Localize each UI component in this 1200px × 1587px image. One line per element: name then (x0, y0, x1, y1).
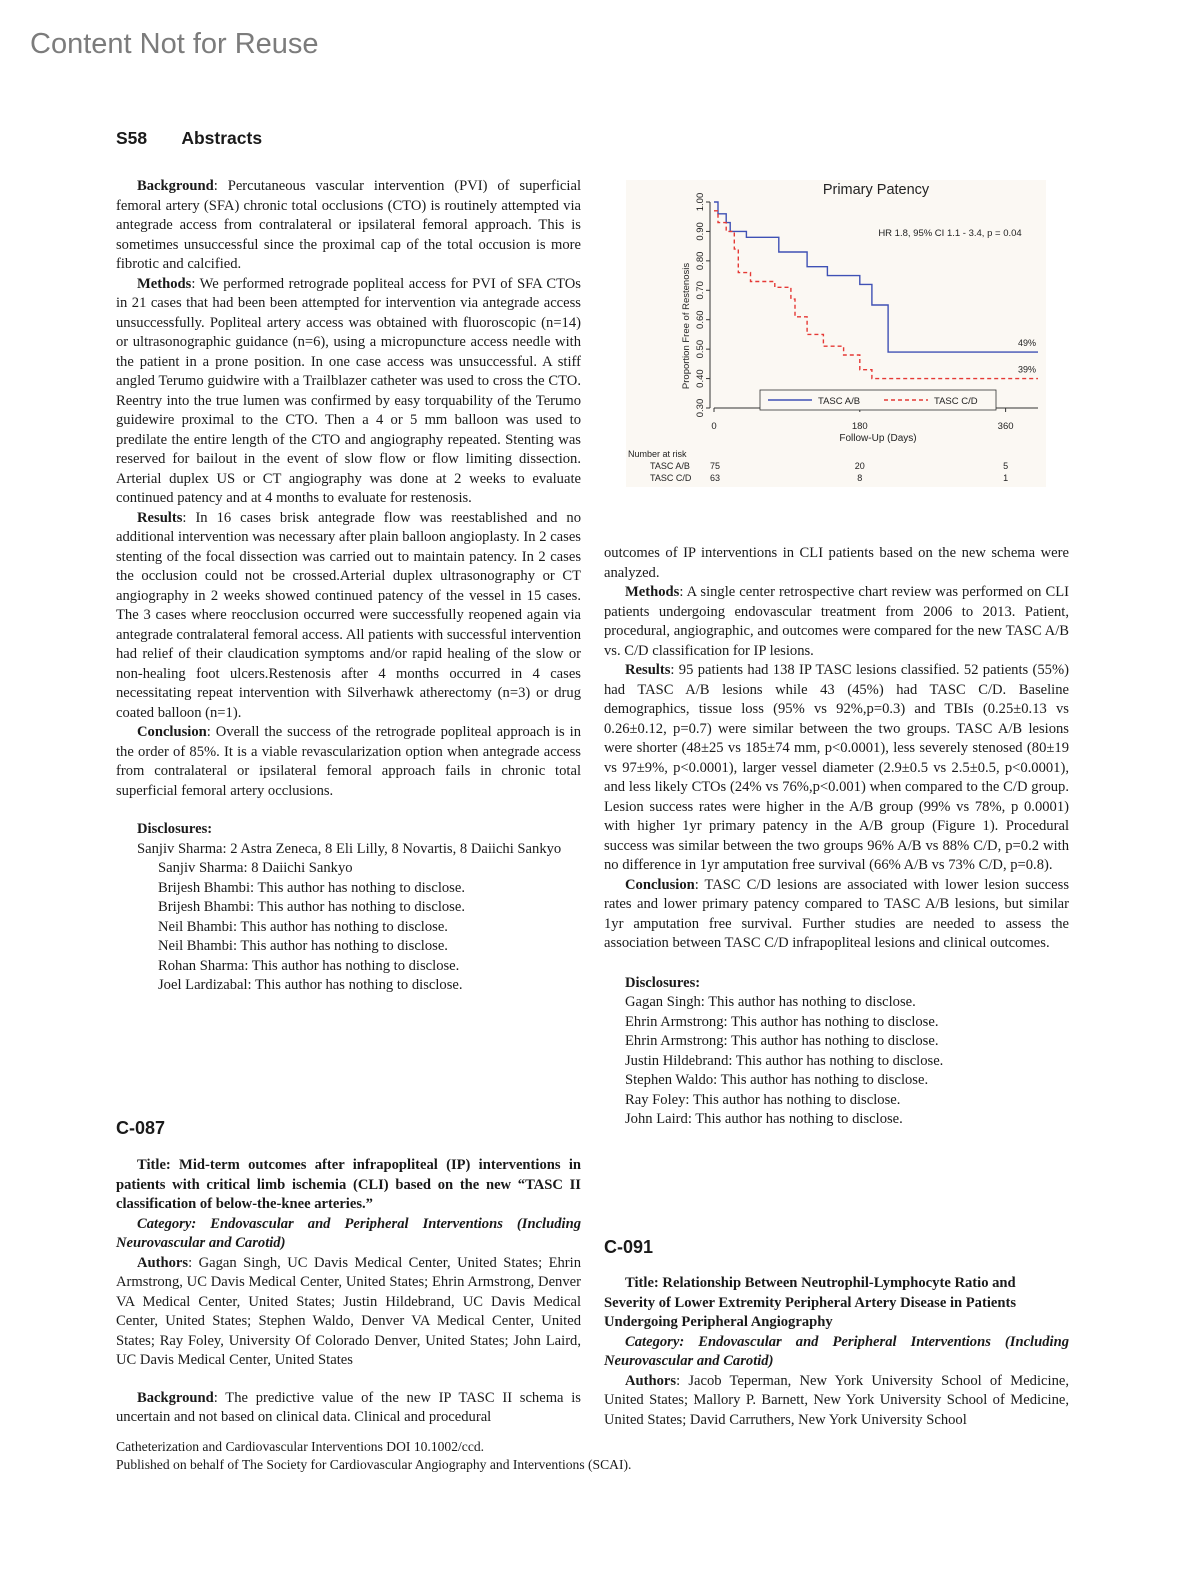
abstract-authors: Authors: Jacob Teperman, New York University School of Medicine, United States; Mallory P. Barnett, New York University School of Medicine, United States; David Carruthers, New York University School (604, 1372, 1069, 1428)
risk-row-label: TASC A/B (650, 461, 690, 471)
chart-annotation: HR 1.8, 95% CI 1.1 - 3.4, p = 0.04 (878, 228, 1022, 239)
left-disclosures (116, 820, 581, 996)
x-tick-label: 0 (711, 421, 717, 432)
disclosure-line: Gagan Singh: This author has nothing to disclose. (625, 994, 916, 1010)
y-tick-label: 1.00 (695, 192, 706, 212)
risk-table-title: Number at risk (628, 449, 687, 459)
risk-value: 20 (854, 461, 865, 471)
risk-row-label: TASC C/D (650, 473, 692, 483)
series-end-label: 49% (1017, 338, 1036, 349)
disclosure-line: Sanjiv Sharma: 2 Astra Zeneca, 8 Eli Lilly, 8 Novartis, 8 Daiichi Sankyo (137, 840, 562, 857)
running-header (116, 128, 262, 149)
right-disclosures (604, 974, 1069, 1130)
chart-title: Primary Patency (822, 182, 930, 198)
left-column (116, 177, 581, 996)
right-para-conclusion: Conclusion: TASC C/D lesions are associated with lower lesion success rates and lower primary patency compared to TASC A/B lesions, but similar 1yr amputation free survival. Further studies are needed to assess the association between TASC C/D infrapopliteal lesions and clinical outcomes. (604, 876, 1069, 951)
disclosure-line: Joel Lardizabal: This author has nothing to disclose. (158, 977, 463, 993)
disclosure-line: Justin Hildebrand: This author has nothing to disclose. (625, 1052, 944, 1069)
risk-value: 8 (857, 473, 863, 483)
footer-publisher: Published on behalf of The Society for Cardiovascular Angiography and Interventions (SCAI). (116, 1457, 632, 1472)
series-line (714, 202, 1038, 352)
y-tick-label: 0.50 (695, 339, 706, 359)
disclosure-line: Neil Bhambi: This author has nothing to disclose. (158, 918, 448, 935)
legend-label: TASC A/B (818, 396, 861, 407)
disclosure-line: Ehrin Armstrong: This author has nothing to disclose. (625, 1033, 939, 1049)
legend-label: TASC C/D (934, 396, 978, 407)
watermark: Content Not for Reuse (30, 28, 319, 60)
risk-value: 1 (1003, 473, 1009, 483)
disclosures-heading: Disclosures: (137, 821, 213, 837)
right-column (604, 544, 1069, 1130)
x-tick-label: 360 (997, 421, 1014, 432)
page-footer (116, 1438, 631, 1474)
series-end-label: 39% (1017, 364, 1036, 375)
page-number: S58 (116, 128, 148, 148)
abstract-id-c087: C-087 (116, 1118, 166, 1138)
abstract-authors: Authors: Gagan Singh, UC Davis Medical Center, United States; Ehrin Armstrong, UC Davis Medical Center, United States; Ehrin Armstrong, Denver VA Medical Center, United States; Justin Hildebrand, UC Davis Medical Center, United States; Stephen Waldo, Denver VA Medical Center, United States; Ray Foley, University Of Colorado Denver, United States; John Laird, UC Davis Medical Center, United States (116, 1254, 581, 1368)
risk-value: 5 (1003, 461, 1009, 471)
disclosure-line: Rohan Sharma: This author has nothing to disclose. (158, 957, 460, 974)
y-tick-label: 0.30 (695, 398, 706, 418)
left-para-conclusion: Conclusion: Overall the success of the retrograde popliteal approach is in the order of 85%. It is a viable revascularization option when antegrade access from contralateral or ipsilateral femoral approach fails in chronic total superficial femoral artery occlusions. (116, 724, 581, 799)
disclosure-line: Ray Foley: This author has nothing to disclose. (625, 1091, 901, 1108)
abstract-category: Category: Endovascular and Peripheral Interventions (Including Neurovascular and Carotid) (116, 1215, 581, 1251)
abstract-id-c091: C-091 (604, 1237, 654, 1257)
abstract-title: Title: Relationship Between Neutrophil-Lymphocyte Ratio and Severity of Lower Extremity Peripheral Artery Disease in Patients Undergoing Peripheral Angiography (604, 1275, 1017, 1330)
x-tick-label: 180 (851, 421, 868, 432)
disclosure-line: Stephen Waldo: This author has nothing to disclose. (625, 1072, 929, 1088)
km-chart (626, 180, 1046, 487)
y-tick-label: 0.40 (695, 369, 706, 388)
left-para-background: Background: Percutaneous vascular intervention (PVI) of superficial femoral artery (SFA) chronic total occlusions (CTO) is routinely attempted via antegrade access from contralateral or ipsilateral femoral approach. This is sometimes unsuccessful since the proximal cap of the total occusion is more fibrotic and calcified. (116, 178, 581, 272)
footer-doi: Catheterization and Cardiovascular Interventions DOI 10.1002/ccd. (116, 1439, 485, 1454)
disclosure-line: John Laird: This author has nothing to disclose. (625, 1111, 903, 1127)
y-tick-label: 0.90 (695, 222, 706, 241)
disclosure-line: Ehrin Armstrong: This author has nothing to disclose. (625, 1013, 939, 1030)
abstract-category: Category: Endovascular and Peripheral Interventions (Including Neurovascular and Carotid) (604, 1333, 1069, 1369)
risk-table (628, 449, 1008, 483)
y-axis-label: Proportion Free of Restenosis (681, 262, 692, 390)
x-axis-label: Follow-Up (Days) (839, 433, 917, 444)
y-tick-label: 0.60 (695, 310, 706, 329)
right-continuation: outcomes of IP interventions in CLI patients based on the new schema were analyzed. (604, 545, 1069, 581)
left-para-results: Results: In 16 cases brisk antegrade flow was reestablished and no additional intervention was necessary after plain balloon angioplasty. In 2 cases stenting of the focal dissection was carried out to maintain patency. In 2 cases the occlusion could not be crossed.Arterial duplex ultrasonography or CT angiography in 2 weeks showed continued patency of the vessel in 15 cases. The 3 cases where reocclusion occurred were successfully reopened again via antegrade contralateral femoral access. All patients with successful intervention had relief of their claudication symptoms and/or rapid healing of the slow or non-healing foot ulcers.Restenosis after 4 months occurred in 4 cases necessitating repeat intervention with Silverhawk atherectomy (n=3) or drug coated balloon (n=1). (116, 509, 581, 721)
y-tick-label: 0.80 (695, 251, 706, 271)
right-para-results: Results: 95 patients had 138 IP TASC lesions classified. 52 patients (55%) had TASC A/B lesions while 43 (45%) had TASC C/D. Baseline demographics, tissue loss (95% vs 92%,p=0.3) and TBIs (0.25±0.13 vs 0.26±0.12, p=0.7) were similar between the two groups. TASC A/B lesions were shorter (48±25 vs 185±74 mm, p<0.0001), less severely stenosed (80±19 vs 97±9%, p<0.0001), larger vessel diameter (2.9±0.5 vs 2.5±0.5, p<0.0001), and less likely CTOs (24% vs 76%,p<0.001) when compared to the C/D group. Lesion success rates were higher in the A/B group (99% vs 78%, p 0.0001) with higher 1yr primary patency in the A/B group (Figure 1). Procedural success was similar between the two groups 96% A/B vs 88% C/D, p=0.2 with no difference in 1yr amputation free survival (66% A/B vs 73% C/D, p=0.8). (604, 662, 1069, 873)
abstract-title: Title: Mid-term outcomes after infrapopliteal (IP) interventions in patients with critical limb ischemia (CLI) based on the new “TASC II classification of below-the-knee arteries.” (116, 1157, 581, 1212)
left-body (116, 177, 581, 801)
disclosure-line: Brijesh Bhambi: This author has nothing to disclose. (158, 899, 465, 915)
disclosure-line: Sanjiv Sharma: 8 Daiichi Sankyo (158, 860, 353, 876)
abstract-c087 (116, 1156, 581, 1428)
disclosure-line: Neil Bhambi: This author has nothing to disclose. (158, 938, 448, 954)
disclosure-line: Brijesh Bhambi: This author has nothing to disclose. (158, 879, 465, 896)
abstract-c091 (604, 1274, 1069, 1430)
km-chart-svg (626, 180, 1046, 487)
y-tick-label: 0.70 (695, 281, 706, 300)
risk-value: 75 (710, 461, 721, 471)
section-title: Abstracts (181, 128, 263, 148)
left-para-methods: Methods: We performed retrograde popliteal access for PVI of SFA CTOs in 21 cases that had been been attempted for intervention via antegrade access unsuccessfully. Popliteal artery access was obtained with fluoroscopic (n=14) or ultrasonographic guidance (n=6), using a micropuncture access needle with the patient in a prone position. In one case access was unsuccessful. A stiff angled Terumo guidwire with a Trailblazer catheter was used to cross the CTO. Reentry into the true lumen was confirmed by easy torquability of the Terumo guidewire proximal to the CTO. Then a 4 or 5 mm balloon was used to predilate the entire length of the CTO and angiography repeated. Stenting was reserved for bailout in the event of slow flow or flow limiting dissection. Arterial duplex US or CT angiography was done at 2 weeks to evaluate continued patency and at 4 months to evaluate for restenosis. (116, 275, 581, 506)
chart-legend (760, 390, 996, 410)
disclosures-heading: Disclosures: (625, 974, 701, 991)
abstract-background: Background: The predictive value of the new IP TASC II schema is uncertain and not based on clinical data. Clinical and procedural (116, 1389, 581, 1425)
risk-value: 63 (710, 473, 721, 483)
right-para-methods: Methods: A single center retrospective chart review was performed on CLI patients undergoing endovascular treatment from 2006 to 2013. Patient, procedural, angiographic, and outcomes were compared for the new TASC A/B vs. C/D classification for IP lesions. (604, 584, 1069, 659)
